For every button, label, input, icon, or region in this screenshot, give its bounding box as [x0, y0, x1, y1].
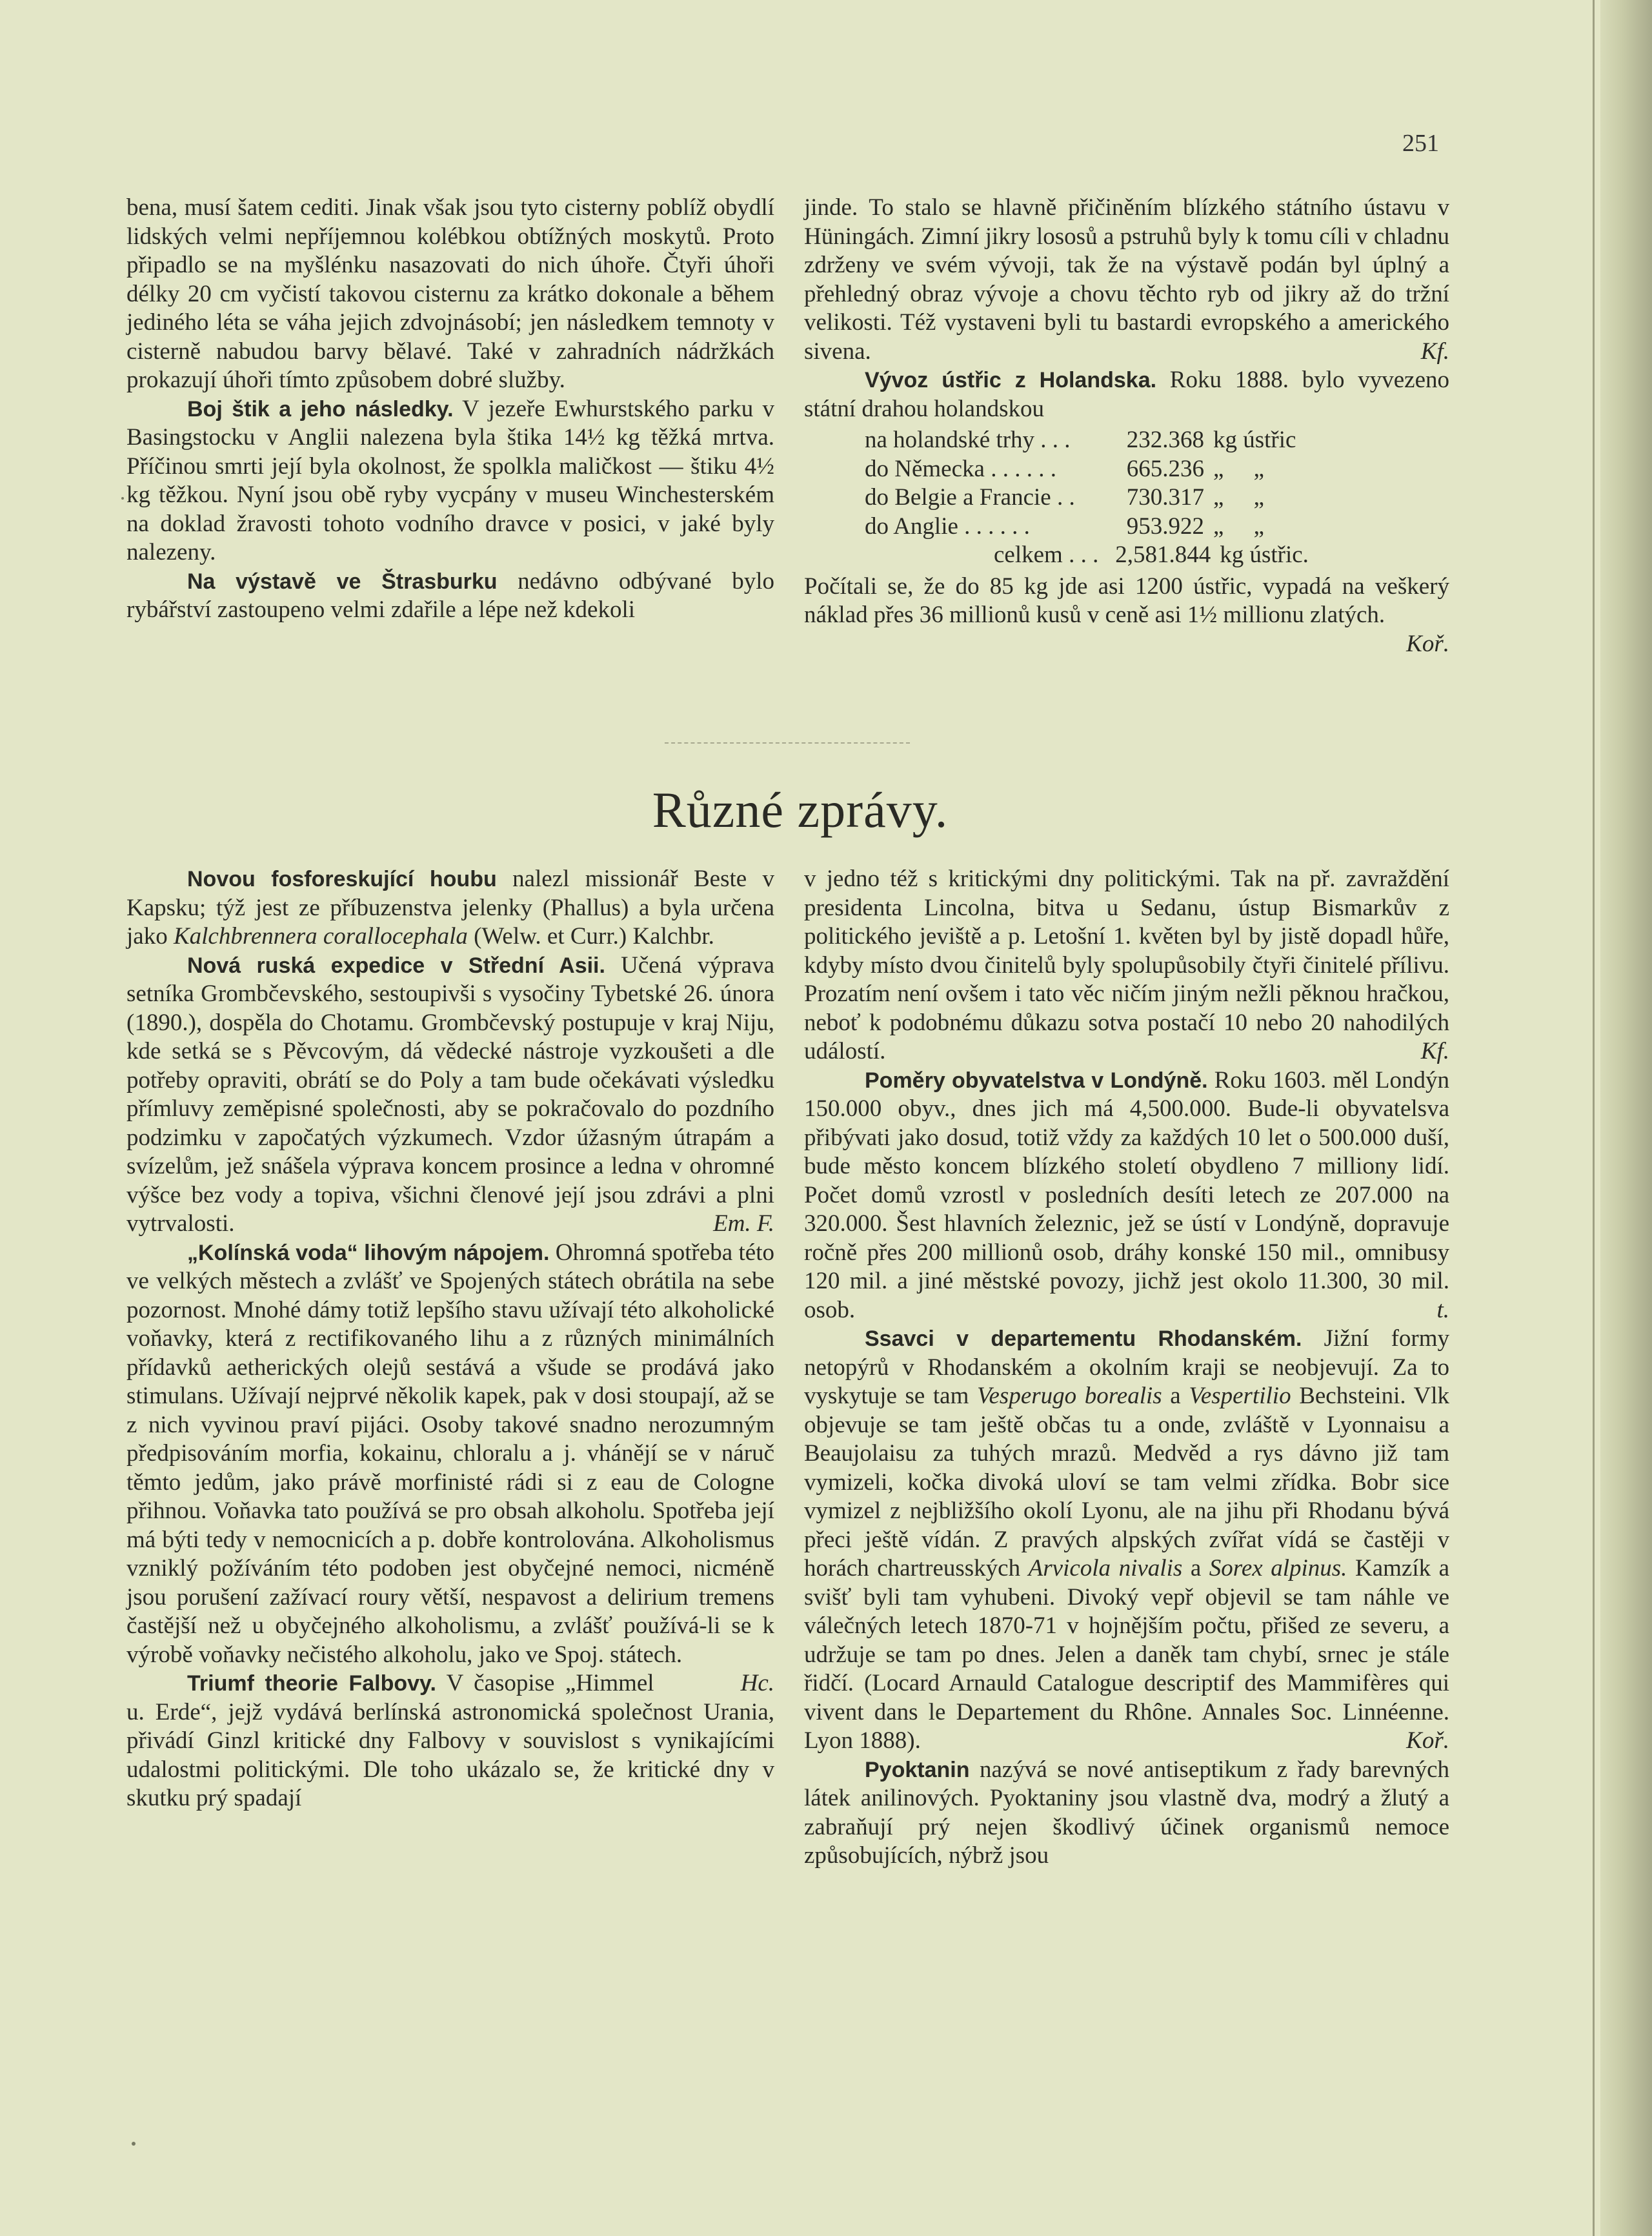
paragraph-text: Učená výprava setníka Grombčevského, sestoupivši s vysočiny Tybetské 26. února (1890.), dospěla do Chotamu. Grombčevský postupuje v kraj Niju, kde setká se s Pěvcovým, dá vědecké nástroje vyzkoušeti a dle potřeby opraviti, obrátí se do Poly a tam bude očekávati výsledku přímluvy zeměpisné společnosti, aby se pokračovalo do pozdního podzimku v započatých výzkumech. Vzdor úžasným útrapám a svízelům, jež snášela výprava koncem prosince a ledna v ohromné výšce bez vody a topiva, všichni členové její jsou zdrávi a plni vytrvalosti.: [126, 951, 775, 1237]
article-heading: Na výstavě ve Štrasburku: [187, 569, 498, 594]
paragraph: [126, 951, 774, 1239]
paragraph-text: jinde. To stalo se hlavně přičiněním blízkého státního ústavu v Hüningách. Zimní jikry lososů a pstruhů byly k tomu cíli v chladnu zdrženy ve svém vývoji, tak že na výstavě podán byl úplný a přehledný obraz vývoje a chovu těchto ryb od jikry až do tržní velikosti. Též vystaveni byli tu bastardi evropského a amerického sivena.: [804, 194, 1449, 365]
species-name: Arvicola nivalis: [1028, 1555, 1183, 1581]
paragraph-text: V jezeře Ewhurstského parku v Basingstocku v Anglii nalezena byla štika 14½ kg těžká mrtva. Příčinou smrti její byla okolnost, že spolkla maličkost — štiku 4½ kg těžkou. Nyní jsou obě ryby vycpány v museu Winchesterském na doklad žravosti tohoto vodního dravce v posici, v jaké byly nalezeny.: [126, 395, 774, 565]
paragraph: [804, 1066, 1449, 1325]
article-heading: Triumf theorie Falbovy.: [187, 1671, 436, 1696]
author-signature: Koř.: [1406, 630, 1449, 657]
table-total-unit: kg ústřic.: [1220, 542, 1309, 568]
paragraph-text: a: [1190, 1555, 1202, 1581]
table-unit: „ „: [1213, 455, 1265, 482]
section-divider: [665, 742, 910, 749]
table-row: [865, 426, 1407, 455]
table-row: [865, 513, 1407, 542]
paragraph: [804, 865, 1449, 1066]
table-total-label: celkem . . .: [994, 542, 1099, 568]
author-signature: Koř.: [1406, 1727, 1449, 1754]
paragraph-text: Roku 1603. měl Londýn 150.000 obyv., dnes jich má 4,500.000. Bude-li obyvatelsva přibývati jako dosud, totiž vždy za každých 10 let o 500.000 duší, bude město koncem blízkého století obydleno 7 milliony lidí. Počet domů vzrostl v posledních desíti letech ze 207.000 na 320.000. Šest hlavních železnic, jež se ústí v Londýně, dopravuje ročně přes 200 millionů osob, dráhy konské 150 mil., omnibusy 120 mil. a jiné městské povozy, jichž jest okolo 11.300, 30 mil. osob.: [804, 1066, 1449, 1323]
article-heading: Nová ruská expedice v Střední Asii.: [187, 953, 605, 978]
paragraph-text: nedávno odbývané bylo rybářství zastoupeno velmi zdařile a lépe než kdekoli: [126, 567, 774, 623]
table-label: do Německa . . . . . .: [865, 455, 1056, 482]
species-name: Sorex alpinus.: [1209, 1555, 1347, 1581]
species-name: Vesperugo borealis: [977, 1383, 1162, 1409]
column-top-right: [804, 194, 1449, 658]
article-heading: Pyoktanin: [865, 1757, 970, 1782]
paragraph: [126, 1669, 774, 1813]
table-row: [865, 483, 1407, 513]
article-heading: Vývoz ústřic z Holandska.: [865, 368, 1157, 392]
print-speck: [132, 2142, 136, 2146]
paragraph-text: Jižní formy netopýrů v Rhodanském a okolním kraji se neobjevují. Za to vyskytuje se tam: [804, 1325, 1449, 1409]
author-signature: Em. F.: [713, 1210, 774, 1237]
article-heading: Poměry obyvatelstva v Londýně.: [865, 1068, 1208, 1093]
table-total-value: 2,581.844: [1115, 542, 1211, 568]
table-value: 665.236: [1126, 455, 1204, 482]
paragraph-text: (Welw. et Curr.) Kalchbr.: [474, 923, 714, 950]
page-edge-line: [1593, 0, 1595, 2236]
table-label: do Belgie a Francie . .: [865, 484, 1075, 511]
table-unit: „ „: [1213, 484, 1265, 511]
paragraph-text: a: [1170, 1383, 1181, 1409]
table-value: 953.922: [1126, 513, 1204, 540]
author-signature: Kf.: [1420, 1038, 1449, 1064]
paragraph: [804, 1756, 1449, 1871]
article-heading: „Kolínská voda“ lihovým nápojem.: [187, 1240, 550, 1265]
paragraph: [126, 567, 774, 625]
species-name: Vespertilio: [1189, 1383, 1291, 1409]
paragraph-text: Bechsteini. Vlk objevuje se tam ještě občas tu a onde, zvláště v Lyonnaisu a Beaujolaisu za tuhých mrazů. Medvěd a rys dávno již tam vymizeli, kočka divoká uloví se tam velmi zřídka. Bobr sice vymizel z nejbližšího okolí Lyonu, ale na jihu při Rhodanu bývá přeci ještě vídán. Z pravých alpských zvířat vídá se častěji v horách chartreusských: [804, 1383, 1450, 1581]
page-edge: [1600, 0, 1652, 2236]
column-top-left: [126, 194, 774, 625]
paragraph: [804, 1325, 1449, 1756]
table-label: do Anglie . . . . . .: [865, 513, 1030, 540]
paragraph: [804, 366, 1449, 423]
paragraph-text: Ohromná spotřeba této ve velkých městech a zvlášť ve Spojených státech obrátila na sebe pozornost. Mnohé dámy totiž lepšího stavu užívají této alkoholické voňavky, která z rectifikovaného lihu a z různých minimálních přídavků aetherických olejů sestává a všude se prodává jako stimulans. Užívají nejprvé několik kapek, pak v dosi stoupají, až se z nich vyvinou praví pijáci. Osoby takové snadno nerozumným předpisováním morfia, kokainu, chloralu a j. vhánějí se v náruč těmto jedům, jako právě morfinisté rádi si z eau de Cologne přihnou. Voňavka tato používá se pro obsah alkoholu. Spotřeba její má býti tedy v nemocnicích a p. dobře kontrolována. Alkoholismus vzniklý požíváním této podoben jest obyčejné nemoci, nicméně jsou porušení zažívací roury větší, nespavost a delirium tremens častější než u obyčejného alkoholismu, a zvlášť používá-li se k výrobě voňavky nečistého alkoholu, jako ve Spoj. státech.: [126, 1239, 774, 1668]
paragraph-text: v jedno též s kritickými dny politickými. Tak na př. zavraždění presidenta Lincolna, bitva u Sedanu, ústup Bismarkův z politického jeviště a p. Letošní 1. květen byl by jistě dopadl hůře, kdyby místo dvou činitelů byly spolupůsobily čtyři činitelé přílivu. Prozatím není ovšem i tato věc ničím jiným nežli pěknou hračkou, neboť k podobnému důkazu sotva postačí 10 nebo 20 nahodilých událostí.: [804, 866, 1449, 1064]
paragraph-text: Počítali se, že do 85 kg jde asi 1200 ústřic, vypadá na veškerý náklad přes 36 millionů kusů v ceně asi 1½ millionu zlatých.: [804, 573, 1449, 628]
author-signature: t.: [1436, 1296, 1449, 1323]
author-signature: Kf.: [1420, 338, 1449, 365]
table-unit: „ „: [1213, 513, 1265, 540]
table-unit: kg ústřic: [1213, 427, 1296, 453]
article-heading: Boj štik a jeho následky.: [187, 396, 454, 422]
paragraph: [804, 573, 1449, 657]
table-value: 730.317: [1126, 484, 1204, 511]
paragraph-text: Kamzík a svišť byli tam vyhubeni. Divoký vepř objevil se tam náhle ve válečných letech 1870-71 v hojnějším počtu, přišed ze severu, a udržuje se tam po dnes. Jelen a daněk tam chybí, srnec je stále řidčí. (Locard Arnauld Catalogue descriptif des Mammifères qui vivent dans le Departement du Rhône. Annales Soc. Linnéenne. Lyon 1888).: [804, 1555, 1450, 1754]
paragraph-text: nalezl missionář Beste v Kapsku; týž jest ze příbuzenstva jelenky (Phallus) a byla určena jako: [126, 866, 775, 950]
table-label: na holandské trhy . . .: [865, 427, 1071, 453]
article-heading: Ssavci v departementu Rhodanském.: [865, 1326, 1302, 1351]
section-title: Různé zprávy.: [652, 782, 949, 838]
paragraph-text: V časopise „Himmel u. Erde“, jejž vydává berlínská astronomická společnost Urania, přivádí Ginzl kritické dny Falbovy v souvislost s vynikajícími udalostmi politickými. Dle toho ukázalo se, že kritické dny v skutku prý spadají: [126, 1670, 774, 1811]
table-value: 232.368: [1126, 427, 1204, 453]
author-signature: Hc.: [740, 1670, 774, 1696]
column-bottom-right: [804, 865, 1449, 1871]
paragraph: [126, 194, 774, 395]
article-heading: Novou fosforeskující houbu: [187, 867, 497, 891]
paragraph-text: bena, musí šatem cediti. Jinak však jsou tyto cisterny poblíž obydlí lidských velmi nepříjemnou kolébkou obtížných moskytů. Proto připadlo se na myšlénku nasazovati do nich úhoře. Čtyři úhoři délky 20 cm vyčistí takovou cisternu za krátko dokonale a během jediného léta se váha jejich zdvojnásobí; jen následkem temnoty v cisterně nabudou barvy bělavé. Také v zahradních nádržkách prokazují úhoři tímto způsobem dobré služby.: [126, 194, 774, 393]
paragraph: [804, 194, 1449, 366]
table-total-row: [865, 541, 1407, 570]
page-number: 251: [1402, 130, 1439, 157]
paragraph: [126, 395, 774, 567]
export-table: [865, 426, 1407, 570]
paragraph-text: Roku 1888. bylo vyvezeno státní drahou holandskou: [804, 367, 1449, 422]
paragraph: [126, 865, 774, 951]
paragraph-text: nazývá se nové antiseptikum z řady barevných látek anilinových. Pyoktaniny jsou vlastně dva, modrý a žlutý a zabraňují prý nejen škodlivý účinek organismů nemoce způsobujících, nýbrž jsou: [804, 1756, 1449, 1869]
column-bottom-left: [126, 865, 774, 1813]
print-speck: [121, 497, 124, 500]
table-row: [865, 455, 1407, 484]
species-name: Kalchbrennera corallocephala: [173, 923, 468, 950]
